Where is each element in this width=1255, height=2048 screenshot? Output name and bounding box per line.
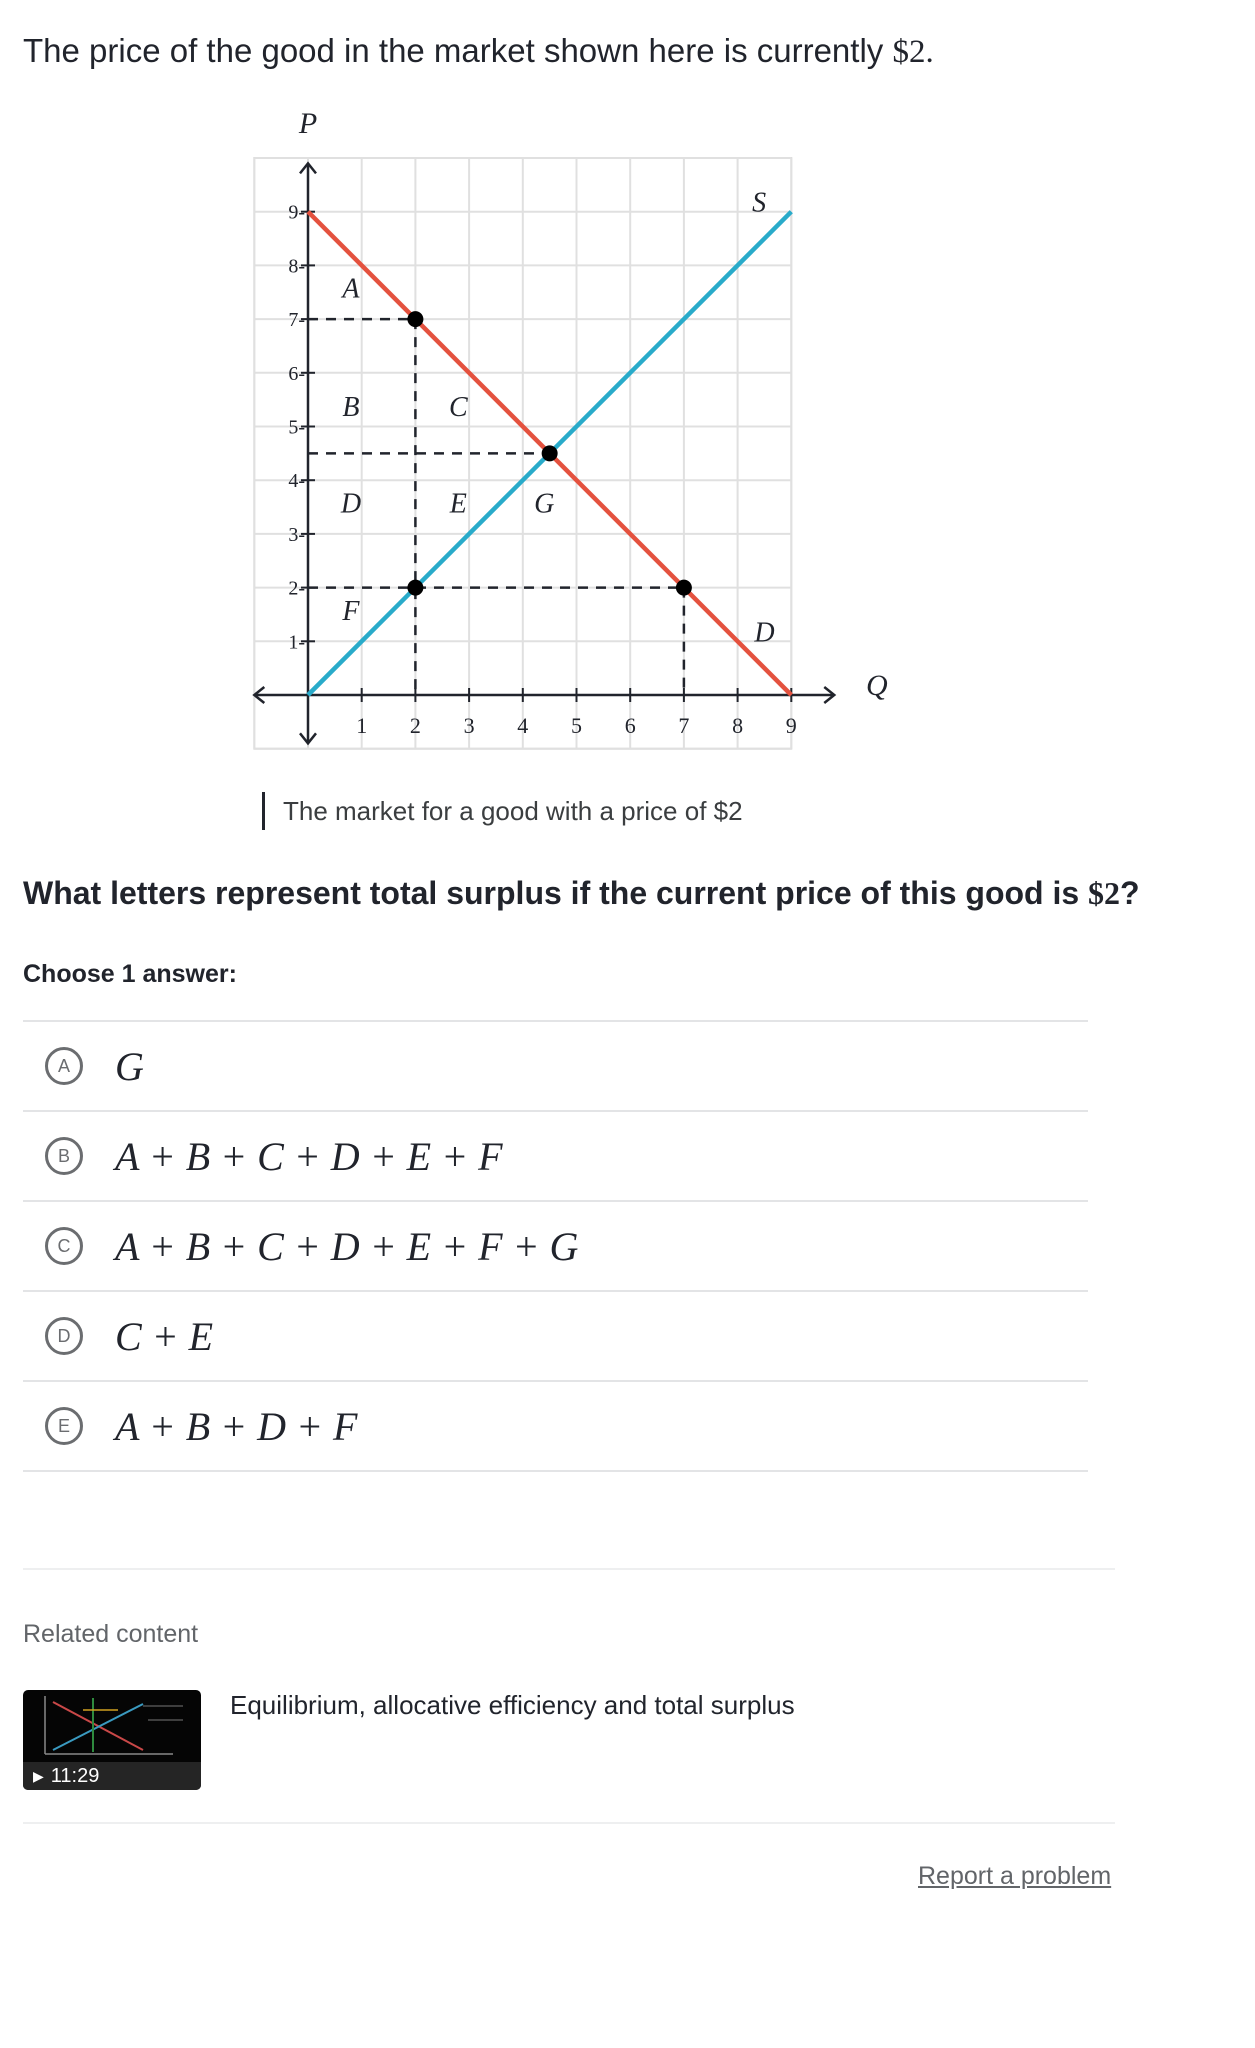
choice-letter-e: E [45, 1407, 83, 1445]
market-graph [230, 100, 930, 760]
y-tick-label: 8- [288, 255, 305, 278]
axis-label-q: Q [866, 669, 888, 702]
curve-label-d: D [754, 617, 775, 649]
axis-label-p: P [298, 107, 318, 140]
caption-text: The market for a good with a price of $2 [283, 795, 743, 826]
y-tick-label: 1- [288, 631, 305, 654]
thumbnail-graph [23, 1690, 201, 1762]
y-tick-label: 2- [288, 577, 305, 600]
x-tick-label: 5 [571, 713, 582, 738]
question-price: $2 [1088, 875, 1121, 911]
choice-text-a: G [115, 1043, 144, 1089]
region-label-c: C [449, 391, 468, 423]
curve-label-s: S [752, 187, 767, 219]
intersection-point [407, 580, 423, 596]
region-label-a: A [342, 273, 360, 305]
video-thumbnail[interactable] [23, 1690, 201, 1790]
x-tick-label: 6 [624, 713, 636, 738]
y-tick-label: 7- [288, 309, 305, 332]
choice-text-d: C + E [115, 1313, 214, 1359]
question-sentence: What letters represent total surplus if the current price of this good is [23, 875, 1080, 911]
choose-label: Choose 1 answer: [23, 960, 237, 988]
intersection-point [542, 445, 558, 461]
x-tick-label: 9 [785, 713, 797, 738]
choice-letter-b: B [45, 1137, 83, 1175]
y-tick-label: 4- [288, 470, 305, 493]
x-tick-label: 3 [463, 713, 475, 738]
choice-letter-d: D [45, 1317, 83, 1355]
question-end: ? [1120, 875, 1140, 911]
choice-text-e: A + B + D + F [115, 1403, 358, 1449]
related-content-title: Related content [23, 1620, 199, 1648]
intro-price: $2. [892, 34, 934, 70]
y-tick-label: 9- [288, 201, 305, 224]
question-text [23, 875, 1140, 912]
intro-text [23, 32, 934, 71]
choice-b[interactable] [23, 1112, 1088, 1202]
y-tick-label: 6- [288, 362, 305, 385]
region-label-d: D [340, 488, 362, 520]
intersection-point [407, 311, 423, 327]
answer-choices [23, 1020, 1088, 1472]
choice-d[interactable] [23, 1292, 1088, 1382]
x-tick-label: 8 [732, 713, 744, 738]
play-icon: ▶ [33, 1767, 44, 1784]
region-label-g: G [534, 488, 555, 520]
x-tick-label: 2 [409, 713, 421, 738]
x-tick-label: 7 [678, 713, 690, 738]
x-tick-label: 4 [517, 713, 529, 738]
choice-c[interactable] [23, 1202, 1088, 1292]
choice-letter-a: A [45, 1047, 83, 1085]
caption-hidden: The market for a good with a price of $2 [230, 100, 248, 101]
related-video-link[interactable]: Equilibrium, allocative efficiency and total surplus [230, 1690, 795, 1720]
section-divider [23, 1568, 1115, 1570]
video-duration [23, 1762, 201, 1790]
graph-caption [262, 792, 743, 830]
choice-text-b: A + B + C + D + E + F [115, 1133, 503, 1179]
caption-bar [262, 792, 265, 830]
choice-letter-c: C [45, 1227, 83, 1265]
intersection-point [676, 580, 692, 596]
choice-text-c: A + B + C + D + E + F + G [115, 1223, 579, 1269]
choice-a[interactable] [23, 1022, 1088, 1112]
report-problem-link[interactable]: Report a problem [918, 1862, 1112, 1890]
region-label-f: F [342, 595, 360, 627]
region-label-b: B [342, 391, 360, 423]
y-tick-label: 3- [288, 523, 305, 546]
region-label-e: E [449, 488, 467, 520]
x-tick-label: 1 [356, 713, 368, 738]
intro-sentence: The price of the good in the market shown here is currently [23, 32, 884, 69]
video-duration-text: 11:29 [50, 1764, 100, 1787]
footer-divider [23, 1822, 1115, 1824]
choice-e[interactable] [23, 1382, 1088, 1472]
y-tick-label: 5- [288, 416, 305, 439]
